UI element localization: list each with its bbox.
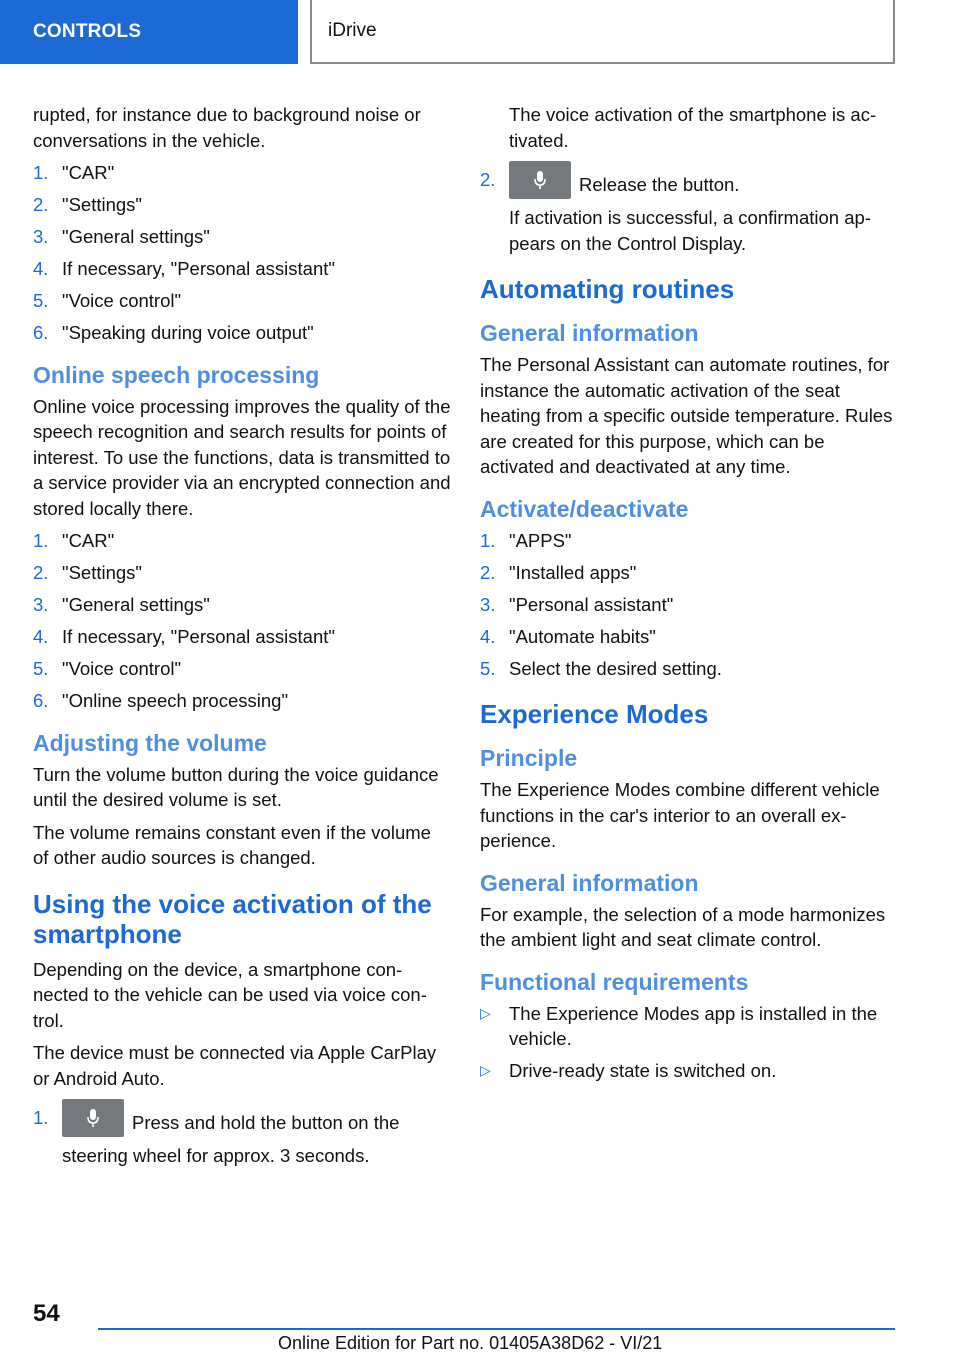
steps-list-online: [33, 528, 451, 714]
heading-principle: Principle: [480, 745, 578, 771]
heading-smartphone: Using the voice activation of the smartphone: [33, 888, 432, 949]
step2-continued: If activation is successful, a confirmation appears on the Control Display.: [509, 207, 871, 254]
step1-continued: The voice activation of the smartphone is activated.: [509, 104, 877, 151]
smartphone-paragraph-1: Depending on the device, a smartphone connected to the vehicle can be used via voice control.: [33, 958, 427, 1031]
list-item: 2. "Settings": [33, 562, 142, 583]
steps-list-smartphone: [33, 1105, 451, 1169]
edition-text: Online Edition for Part no. 01405A38D62 - VI/21: [278, 1333, 663, 1353]
list-item: 4. If necessary, "Personal assistant": [33, 626, 335, 647]
list-item: 6. "Speaking during voice output": [33, 322, 314, 343]
list-item: 1. Press and hold the button on the steering wheel for approx. 3 seconds.: [33, 1105, 451, 1169]
steps-list-speaking: [33, 160, 451, 346]
steps-list-activate: [480, 528, 898, 682]
heading-general-info-1: General information: [480, 320, 699, 346]
volume-paragraph-2: The volume remains constant even if the volume of other audio sources is changed.: [33, 821, 431, 868]
list-item: 6. "Online speech processing": [33, 690, 289, 711]
chapter-title: iDrive: [328, 20, 377, 41]
list-item: 3. "General settings": [33, 226, 210, 247]
list-item: 1. "CAR": [33, 530, 115, 551]
list-item: 4. If necessary, "Personal assistant": [33, 258, 335, 279]
right-column: [480, 102, 898, 1092]
list-item: 3. "General settings": [33, 594, 210, 615]
steps-list-release: [480, 167, 898, 205]
microphone-icon: [62, 1099, 124, 1137]
list-item: 4. "Automate habits": [480, 625, 656, 647]
list-item: 1. "CAR": [33, 162, 115, 183]
microphone-icon: [509, 161, 571, 199]
list-item: 2. "Settings": [33, 194, 142, 215]
heading-online-speech: Online speech processing: [33, 361, 320, 388]
intro-paragraph: rupted, for instance due to background noise or conversations in the vehicle.: [33, 104, 421, 151]
heading-general-info-2: General information: [480, 869, 699, 896]
list-item: 3. "Personal assistant": [480, 593, 674, 615]
chapter-tab: [310, 0, 895, 64]
triangle-right-icon: ▷: [480, 1062, 491, 1078]
section-tab: [0, 0, 298, 64]
heading-volume: Adjusting the volume: [33, 729, 267, 756]
online-paragraph: Online voice processing improves the quality of the speech recognition and search results for points of interest. To use the functions, data is transmitted to a service provider via an encrypted connection and stored locally there.: [33, 395, 451, 519]
list-item: 5. "Voice control": [33, 290, 182, 311]
triangle-right-icon: ▷: [480, 1004, 491, 1021]
heading-requirements: Functional requirements: [480, 968, 749, 995]
principle-paragraph: The Experience Modes combine different vehicle functions in the car's interior to an overall experience.: [480, 779, 880, 851]
list-item: ▷ Drive-ready state is switched on.: [480, 1058, 898, 1084]
volume-paragraph-1: Turn the volume button during the voice guidance until the desired volume is set.: [33, 763, 439, 810]
section-title: CONTROLS: [33, 21, 142, 42]
heading-routines: Automating routines: [480, 274, 735, 304]
list-item: 1. "APPS": [480, 529, 572, 551]
list-item: 5. "Voice control": [33, 658, 182, 679]
list-item: ▷ The Experience Modes app is installed in the vehicle.: [480, 1002, 878, 1049]
list-item: 2. Release the button.: [480, 167, 898, 205]
heading-activate: Activate/deactivate: [480, 495, 689, 522]
requirements-list: [480, 1001, 898, 1084]
smartphone-paragraph-2: The device must be connected via Apple CarPlay or Android Auto.: [33, 1042, 437, 1089]
heading-experience-modes: Experience Modes: [480, 699, 709, 729]
list-item: 2. "Installed apps": [480, 561, 637, 583]
page-number: 54: [33, 1300, 60, 1327]
general-paragraph-1: The Personal Assistant can automate routines, for instance the automatic activation of the seat heating from a specific outside temperature. Rules are created for this purpose, which can be activated and deactivated at any time.: [480, 354, 893, 477]
footer-divider: [98, 1328, 895, 1330]
left-column: [33, 102, 451, 1177]
list-item: 5. Select the desired setting.: [480, 657, 722, 679]
general-paragraph-2: For example, the selection of a mode harmonizes the ambient light and seat climate control.: [480, 903, 886, 950]
